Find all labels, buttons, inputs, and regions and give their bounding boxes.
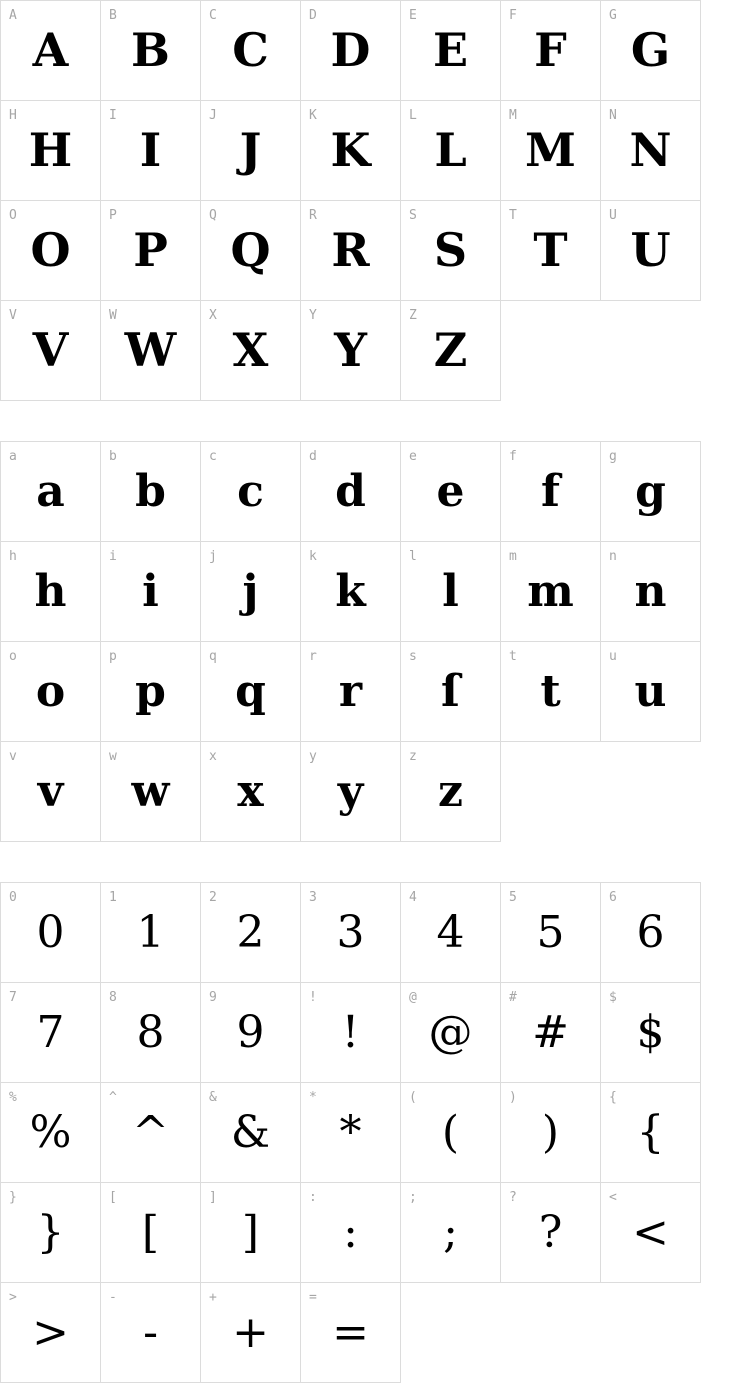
cell-character-label: % bbox=[9, 1090, 17, 1105]
glyph-cell bbox=[601, 542, 701, 642]
cell-character-label: Y bbox=[309, 308, 317, 323]
cell-character-label: l bbox=[409, 549, 417, 564]
cell-glyph-preview: F bbox=[534, 23, 567, 77]
cell-glyph-preview: 0 bbox=[36, 906, 65, 958]
cell-glyph-preview: w bbox=[131, 765, 170, 817]
cell-character-label: h bbox=[9, 549, 17, 564]
cell-glyph-preview: ? bbox=[538, 1206, 563, 1258]
cell-glyph-preview: n bbox=[634, 565, 667, 617]
cell-character-label: > bbox=[9, 1290, 17, 1305]
glyph-cell bbox=[501, 101, 601, 201]
glyph-cell bbox=[201, 442, 301, 542]
glyph-cell bbox=[401, 883, 501, 983]
cell-character-label: i bbox=[109, 549, 117, 564]
cell-character-label: v bbox=[9, 749, 17, 764]
cell-glyph-preview: Y bbox=[334, 323, 367, 377]
glyph-cell bbox=[101, 201, 201, 301]
cell-character-label: S bbox=[409, 208, 417, 223]
cell-character-label: u bbox=[609, 649, 617, 664]
cell-glyph-preview: - bbox=[143, 1306, 158, 1358]
cell-character-label: 4 bbox=[409, 890, 417, 905]
glyph-cell bbox=[301, 101, 401, 201]
glyph-cell bbox=[401, 542, 501, 642]
cell-character-label: a bbox=[9, 449, 17, 464]
glyph-cell bbox=[301, 442, 401, 542]
cell-glyph-preview: { bbox=[636, 1106, 665, 1158]
glyph-cell bbox=[101, 542, 201, 642]
cell-glyph-preview: e bbox=[436, 465, 465, 517]
glyph-cell bbox=[201, 742, 301, 842]
cell-glyph-preview: + bbox=[232, 1306, 269, 1358]
cell-glyph-preview: b bbox=[135, 465, 166, 517]
glyph-cell bbox=[401, 642, 501, 742]
cell-character-label: - bbox=[109, 1290, 117, 1305]
cell-glyph-preview: j bbox=[242, 565, 259, 617]
cell-character-label: ( bbox=[409, 1090, 417, 1105]
cell-character-label: 9 bbox=[209, 990, 217, 1005]
cell-glyph-preview: v bbox=[37, 765, 64, 817]
glyph-cell bbox=[601, 642, 701, 742]
cell-character-label: n bbox=[609, 549, 617, 564]
cell-glyph-preview: ( bbox=[441, 1106, 460, 1158]
cell-character-label: P bbox=[109, 208, 117, 223]
glyph-cell bbox=[501, 1183, 601, 1283]
cell-character-label: # bbox=[509, 990, 517, 1005]
cell-glyph-preview: i bbox=[142, 565, 159, 617]
cell-character-label: F bbox=[509, 8, 517, 23]
glyph-cell bbox=[201, 642, 301, 742]
cell-character-label: f bbox=[509, 449, 517, 464]
glyph-cell bbox=[101, 1, 201, 101]
cell-character-label: m bbox=[509, 549, 517, 564]
cell-glyph-preview: R bbox=[331, 223, 370, 277]
glyph-cell bbox=[601, 1, 701, 101]
cell-character-label: x bbox=[209, 749, 217, 764]
cell-character-label: N bbox=[609, 108, 617, 123]
cell-glyph-preview: ] bbox=[241, 1206, 260, 1258]
cell-character-label: d bbox=[309, 449, 317, 464]
cell-glyph-preview: T bbox=[533, 223, 568, 277]
cell-character-label: G bbox=[609, 8, 617, 23]
cell-glyph-preview: u bbox=[634, 665, 667, 717]
cell-character-label: ? bbox=[509, 1190, 517, 1205]
cell-glyph-preview: D bbox=[330, 23, 371, 77]
glyph-cell bbox=[501, 442, 601, 542]
cell-glyph-preview: J bbox=[239, 123, 262, 177]
glyph-cell bbox=[201, 101, 301, 201]
cell-character-label: 8 bbox=[109, 990, 117, 1005]
cell-glyph-preview: k bbox=[335, 565, 366, 617]
cell-character-label: C bbox=[209, 8, 217, 23]
cell-character-label: { bbox=[609, 1090, 617, 1105]
cell-glyph-preview: < bbox=[632, 1206, 669, 1258]
glyph-cell bbox=[201, 542, 301, 642]
glyph-cell bbox=[101, 983, 201, 1083]
cell-glyph-preview: m bbox=[527, 565, 574, 617]
glyph-cell bbox=[301, 742, 401, 842]
cell-character-label: Z bbox=[409, 308, 417, 323]
cell-glyph-preview: L bbox=[434, 123, 467, 177]
glyph-cell bbox=[301, 1283, 401, 1383]
glyph-cell bbox=[201, 883, 301, 983]
cell-glyph-preview: Z bbox=[433, 323, 468, 377]
cell-character-label: o bbox=[9, 649, 17, 664]
glyph-cell bbox=[1, 301, 101, 401]
cell-glyph-preview: # bbox=[532, 1006, 569, 1058]
cell-glyph-preview: B bbox=[131, 23, 170, 77]
cell-glyph-preview: t bbox=[540, 665, 561, 717]
cell-glyph-preview: K bbox=[330, 123, 371, 177]
glyph-cell bbox=[201, 1, 301, 101]
cell-glyph-preview: 4 bbox=[436, 906, 465, 958]
cell-glyph-preview: h bbox=[34, 565, 67, 617]
cell-glyph-preview: O bbox=[30, 223, 71, 277]
glyph-cell bbox=[601, 883, 701, 983]
cell-glyph-preview: G bbox=[630, 23, 671, 77]
glyph-cell bbox=[301, 201, 401, 301]
cell-glyph-preview: > bbox=[32, 1306, 69, 1358]
cell-glyph-preview: Q bbox=[230, 223, 271, 277]
glyph-cell bbox=[1, 742, 101, 842]
glyph-cell bbox=[401, 1183, 501, 1283]
cell-character-label: j bbox=[209, 549, 217, 564]
cell-character-label: t bbox=[509, 649, 517, 664]
cell-character-label: X bbox=[209, 308, 217, 323]
cell-character-label: c bbox=[209, 449, 217, 464]
cell-character-label: U bbox=[609, 208, 617, 223]
cell-character-label: ^ bbox=[109, 1090, 117, 1105]
cell-glyph-preview: c bbox=[237, 465, 264, 517]
cell-character-label: ! bbox=[309, 990, 317, 1005]
cell-glyph-preview: P bbox=[133, 223, 168, 277]
glyph-cell bbox=[201, 1083, 301, 1183]
glyph-cell bbox=[1, 1, 101, 101]
glyph-cell bbox=[201, 201, 301, 301]
cell-character-label: [ bbox=[109, 1190, 117, 1205]
cell-glyph-preview: 6 bbox=[636, 906, 665, 958]
glyph-cell bbox=[101, 1183, 201, 1283]
cell-glyph-preview: 7 bbox=[36, 1006, 65, 1058]
cell-character-label: $ bbox=[609, 990, 617, 1005]
cell-glyph-preview: & bbox=[230, 1106, 271, 1158]
cell-character-label: I bbox=[109, 108, 117, 123]
cell-glyph-preview: a bbox=[36, 465, 65, 517]
cell-glyph-preview: U bbox=[630, 223, 671, 277]
cell-character-label: K bbox=[309, 108, 317, 123]
glyph-cell bbox=[301, 301, 401, 401]
cell-character-label: 5 bbox=[509, 890, 517, 905]
cell-character-label: L bbox=[409, 108, 417, 123]
cell-glyph-preview: $ bbox=[636, 1006, 665, 1058]
cell-character-label: < bbox=[609, 1190, 617, 1205]
glyph-cell bbox=[1, 101, 101, 201]
glyph-cell bbox=[1, 442, 101, 542]
cell-glyph-preview: V bbox=[32, 323, 69, 377]
cell-glyph-preview: r bbox=[338, 665, 363, 717]
glyph-cell bbox=[601, 201, 701, 301]
glyph-cell bbox=[1, 1283, 101, 1383]
glyph-cell bbox=[1, 642, 101, 742]
cell-character-label: ; bbox=[409, 1190, 417, 1205]
cell-glyph-preview: d bbox=[335, 465, 366, 517]
cell-glyph-preview: ! bbox=[341, 1006, 360, 1058]
cell-glyph-preview: ; bbox=[443, 1206, 458, 1258]
cell-character-label: 3 bbox=[309, 890, 317, 905]
glyph-cell bbox=[501, 983, 601, 1083]
cell-glyph-preview: ſ bbox=[441, 665, 460, 717]
cell-glyph-preview: H bbox=[28, 123, 73, 177]
cell-glyph-preview: } bbox=[36, 1206, 65, 1258]
glyph-cell bbox=[401, 442, 501, 542]
cell-character-label: + bbox=[209, 1290, 217, 1305]
cell-character-label: y bbox=[309, 749, 317, 764]
glyph-cell bbox=[301, 1, 401, 101]
cell-character-label: 7 bbox=[9, 990, 17, 1005]
glyph-cell bbox=[1, 542, 101, 642]
section-uppercase-letters bbox=[0, 0, 740, 401]
cell-character-label: b bbox=[109, 449, 117, 464]
glyph-cell bbox=[501, 1, 601, 101]
cell-glyph-preview: p bbox=[135, 665, 166, 717]
cell-glyph-preview: 2 bbox=[236, 906, 265, 958]
cell-glyph-preview: M bbox=[525, 123, 576, 177]
glyph-cell bbox=[1, 883, 101, 983]
cell-character-label: O bbox=[9, 208, 17, 223]
glyph-cell bbox=[201, 1183, 301, 1283]
cell-glyph-preview: ^ bbox=[132, 1106, 169, 1158]
cell-glyph-preview: q bbox=[235, 665, 266, 717]
cell-glyph-preview: A bbox=[32, 23, 69, 77]
glyph-cell bbox=[101, 301, 201, 401]
cell-glyph-preview: l bbox=[442, 565, 459, 617]
glyph-cell bbox=[101, 442, 201, 542]
cell-glyph-preview: 5 bbox=[536, 906, 565, 958]
cell-character-label: Q bbox=[209, 208, 217, 223]
cell-character-label: * bbox=[309, 1090, 317, 1105]
section-lowercase-letters bbox=[0, 441, 740, 842]
cell-character-label: w bbox=[109, 749, 117, 764]
glyph-cell bbox=[601, 101, 701, 201]
glyph-cell bbox=[501, 642, 601, 742]
glyph-cell bbox=[501, 1083, 601, 1183]
cell-character-label: W bbox=[109, 308, 117, 323]
section-digits-and-symbols bbox=[0, 882, 740, 1383]
cell-glyph-preview: * bbox=[339, 1106, 362, 1158]
glyph-cell bbox=[301, 983, 401, 1083]
glyph-cell bbox=[601, 1183, 701, 1283]
glyph-cell bbox=[1, 201, 101, 301]
cell-character-label: V bbox=[9, 308, 17, 323]
glyph-cell bbox=[401, 1, 501, 101]
cell-character-label: g bbox=[609, 449, 617, 464]
cell-character-label: D bbox=[309, 8, 317, 23]
glyph-cell bbox=[1, 983, 101, 1083]
cell-character-label: 0 bbox=[9, 890, 17, 905]
glyph-cell bbox=[401, 101, 501, 201]
cell-character-label: z bbox=[409, 749, 417, 764]
glyph-cell bbox=[201, 1283, 301, 1383]
glyph-cell bbox=[301, 1183, 401, 1283]
cell-character-label: ] bbox=[209, 1190, 217, 1205]
cell-character-label: k bbox=[309, 549, 317, 564]
glyph-cell bbox=[101, 1083, 201, 1183]
cell-glyph-preview: % bbox=[29, 1106, 72, 1158]
glyph-cell bbox=[101, 742, 201, 842]
glyph-cell bbox=[1, 1183, 101, 1283]
cell-glyph-preview: N bbox=[629, 123, 672, 177]
glyph-cell bbox=[601, 983, 701, 1083]
cell-glyph-preview: 1 bbox=[136, 906, 165, 958]
cell-glyph-preview: z bbox=[438, 765, 463, 817]
glyph-cell bbox=[201, 301, 301, 401]
glyph-cell bbox=[501, 542, 601, 642]
glyph-cell bbox=[401, 983, 501, 1083]
glyph-cell bbox=[101, 101, 201, 201]
cell-character-label: = bbox=[309, 1290, 317, 1305]
cell-character-label: T bbox=[509, 208, 517, 223]
cell-character-label: e bbox=[409, 449, 417, 464]
glyph-cell bbox=[401, 742, 501, 842]
symbols-grid bbox=[0, 882, 701, 1383]
cell-glyph-preview: C bbox=[232, 23, 269, 77]
cell-character-label: J bbox=[209, 108, 217, 123]
glyph-cell bbox=[501, 201, 601, 301]
lowercase-grid bbox=[0, 441, 701, 842]
cell-character-label: } bbox=[9, 1190, 17, 1205]
cell-character-label: 2 bbox=[209, 890, 217, 905]
uppercase-grid bbox=[0, 0, 701, 401]
cell-glyph-preview: : bbox=[343, 1206, 358, 1258]
glyph-cell bbox=[601, 442, 701, 542]
glyph-cell bbox=[101, 642, 201, 742]
cell-character-label: E bbox=[409, 8, 417, 23]
cell-glyph-preview: = bbox=[332, 1306, 369, 1358]
cell-character-label: R bbox=[309, 208, 317, 223]
cell-glyph-preview: 9 bbox=[236, 1006, 265, 1058]
cell-character-label: ) bbox=[509, 1090, 517, 1105]
glyph-cell bbox=[301, 642, 401, 742]
glyph-cell bbox=[301, 542, 401, 642]
cell-glyph-preview: ) bbox=[541, 1106, 560, 1158]
cell-glyph-preview: E bbox=[432, 23, 469, 77]
cell-character-label: B bbox=[109, 8, 117, 23]
cell-glyph-preview: o bbox=[35, 665, 66, 717]
cell-character-label: M bbox=[509, 108, 517, 123]
cell-character-label: q bbox=[209, 649, 217, 664]
cell-glyph-preview: I bbox=[139, 123, 162, 177]
cell-glyph-preview: W bbox=[124, 323, 177, 377]
glyph-cell bbox=[501, 883, 601, 983]
cell-character-label: : bbox=[309, 1190, 317, 1205]
cell-character-label: 1 bbox=[109, 890, 117, 905]
cell-character-label: A bbox=[9, 8, 17, 23]
cell-glyph-preview: y bbox=[337, 765, 364, 817]
glyph-cell bbox=[401, 301, 501, 401]
cell-character-label: & bbox=[209, 1090, 217, 1105]
glyph-cell bbox=[301, 883, 401, 983]
glyph-cell bbox=[201, 983, 301, 1083]
cell-character-label: @ bbox=[409, 990, 417, 1005]
glyph-cell bbox=[401, 1083, 501, 1183]
cell-glyph-preview: X bbox=[232, 323, 269, 377]
cell-character-label: r bbox=[309, 649, 317, 664]
cell-glyph-preview: g bbox=[635, 465, 666, 517]
glyph-cell bbox=[1, 1083, 101, 1183]
cell-glyph-preview: 3 bbox=[336, 906, 365, 958]
cell-character-label: H bbox=[9, 108, 17, 123]
cell-glyph-preview: x bbox=[237, 765, 264, 817]
glyph-cell bbox=[601, 1083, 701, 1183]
glyph-cell bbox=[301, 1083, 401, 1183]
cell-character-label: s bbox=[409, 649, 417, 664]
glyph-cell bbox=[101, 883, 201, 983]
cell-glyph-preview: 8 bbox=[136, 1006, 165, 1058]
cell-glyph-preview: f bbox=[541, 465, 560, 517]
cell-glyph-preview: [ bbox=[141, 1206, 160, 1258]
cell-glyph-preview: S bbox=[433, 223, 468, 277]
cell-glyph-preview: @ bbox=[428, 1006, 473, 1058]
cell-character-label: p bbox=[109, 649, 117, 664]
glyph-cell bbox=[401, 201, 501, 301]
cell-character-label: 6 bbox=[609, 890, 617, 905]
glyph-cell bbox=[101, 1283, 201, 1383]
